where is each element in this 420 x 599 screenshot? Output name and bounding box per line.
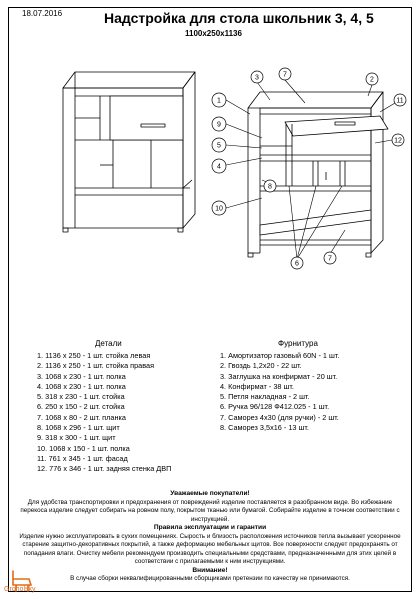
document-title: Надстройка для стола школьник 3, 4, 5	[104, 10, 374, 26]
parts-list-item: 1. 1136 x 250 - 1 шт. стойка левая	[37, 351, 151, 360]
hardware-list-item: 6. Ручка 96/128 Ф412.025 - 1 шт.	[220, 402, 330, 412]
hardware-list-item: 8. Саморез 3,5х16 - 13 шт.	[220, 423, 309, 433]
notes-section	[14, 490, 406, 584]
parts-list-item: 12. 776 x 346 - 1 шт. задняя стенка ДВП	[37, 464, 172, 474]
parts-list-item: 2. 1136 x 250 - 1 шт. стойка правая	[37, 361, 155, 371]
parts-list-item: 3. 1068 x 230 - 1 шт. полка	[37, 371, 126, 381]
callout-10: 10	[215, 205, 223, 213]
callout-7-bottom: 7	[328, 255, 332, 263]
assembled-front-view	[63, 72, 195, 232]
parts-list-item: 7. 1068 x 80 - 2 шт. планка	[37, 412, 126, 422]
brand-name: Groholsky	[4, 586, 36, 593]
document-date: 18.07.2016	[22, 9, 63, 18]
hardware-heading: Фурнитура	[278, 339, 318, 348]
parts-list-item: 9. 318 x 300 - 1 шт. щит	[37, 433, 116, 443]
parts-list-item: 10. 1068 x 150 - 1 шт. полка	[37, 443, 130, 453]
hardware-list-item: 4. Конфирмат - 38 шт.	[220, 381, 294, 391]
callout-9: 9	[217, 121, 221, 129]
overall-dimensions: 1100x250x1136	[185, 29, 242, 38]
transport-note: Для удобства транспортировки и предохранения от повреждений изделие поставляется в разобранном виде. Во избежание перекоса изделие следует собирать на ровном полу, покрытом тканью или бумагой. Собирайте изделие в точном соответствии с инструкцией.	[20, 498, 400, 523]
callout-6: 6	[295, 260, 299, 268]
rules-heading: Правила эксплуатации и гарантии	[153, 524, 267, 531]
hardware-list-item: 2. Гвоздь 1,2х20 - 22 шт.	[220, 361, 302, 371]
parts-list-item: 5. 318 x 230 - 1 шт. стойка	[37, 392, 125, 402]
parts-list-item: 6. 250 x 150 - 2 шт. стойка	[37, 402, 125, 412]
hardware-list-item: 1. Амортизатор газовый 60N - 1 шт.	[220, 351, 340, 360]
parts-list-item: 4. 1068 x 230 - 1 шт. полка	[37, 381, 126, 391]
callout-labels	[215, 72, 404, 268]
callout-1: 1	[217, 97, 221, 105]
hardware-list-item: 3. Заглушка на конфирмат - 20 шт.	[220, 371, 338, 381]
parts-list-item: 8. 1068 x 296 - 1 шт. щит	[37, 423, 120, 433]
callout-2: 2	[370, 76, 374, 84]
parts-list	[37, 351, 171, 475]
parts-list-item: 11. 761 x 345 - 1 шт. фасад	[37, 453, 128, 463]
callout-7-top: 7	[283, 71, 287, 79]
attention-heading: Внимание!	[192, 566, 228, 574]
callout-3: 3	[255, 74, 259, 82]
callout-12: 12	[394, 137, 402, 145]
callout-markers	[212, 68, 406, 269]
parts-heading: Детали	[95, 339, 122, 348]
callout-8: 8	[268, 183, 272, 191]
rules-note: Изделие нужно эксплуатировать в сухих помещениях. Сырость и близость расположения источников тепла вызывает ускоренное старение защитно-декоративных покрытий, а также деформацию мебельных щитов. Все поверхности следует предохранять от попадания влаги. Очистку мебели рекомендуем производить специальными средствами, предназначенными для этих целей в соответствии с прилагаемыми к ним инструкциями.	[19, 532, 401, 565]
dear-buyers-heading: Уважаемые покупатели!	[170, 490, 250, 497]
hardware-list	[220, 351, 339, 433]
exploded-view	[248, 92, 388, 257]
hardware-list-item: 5. Петля накладная - 2 шт.	[220, 392, 310, 402]
callout-5: 5	[217, 142, 221, 150]
callout-11: 11	[396, 97, 404, 105]
hardware-list-item: 7. Саморез 4х30 (для ручки) - 2 шт.	[220, 412, 339, 422]
callout-4: 4	[217, 163, 221, 171]
claims-note: В случае сборки неквалифицированными сборщиками претензии по качеству не принимаются.	[70, 575, 350, 582]
